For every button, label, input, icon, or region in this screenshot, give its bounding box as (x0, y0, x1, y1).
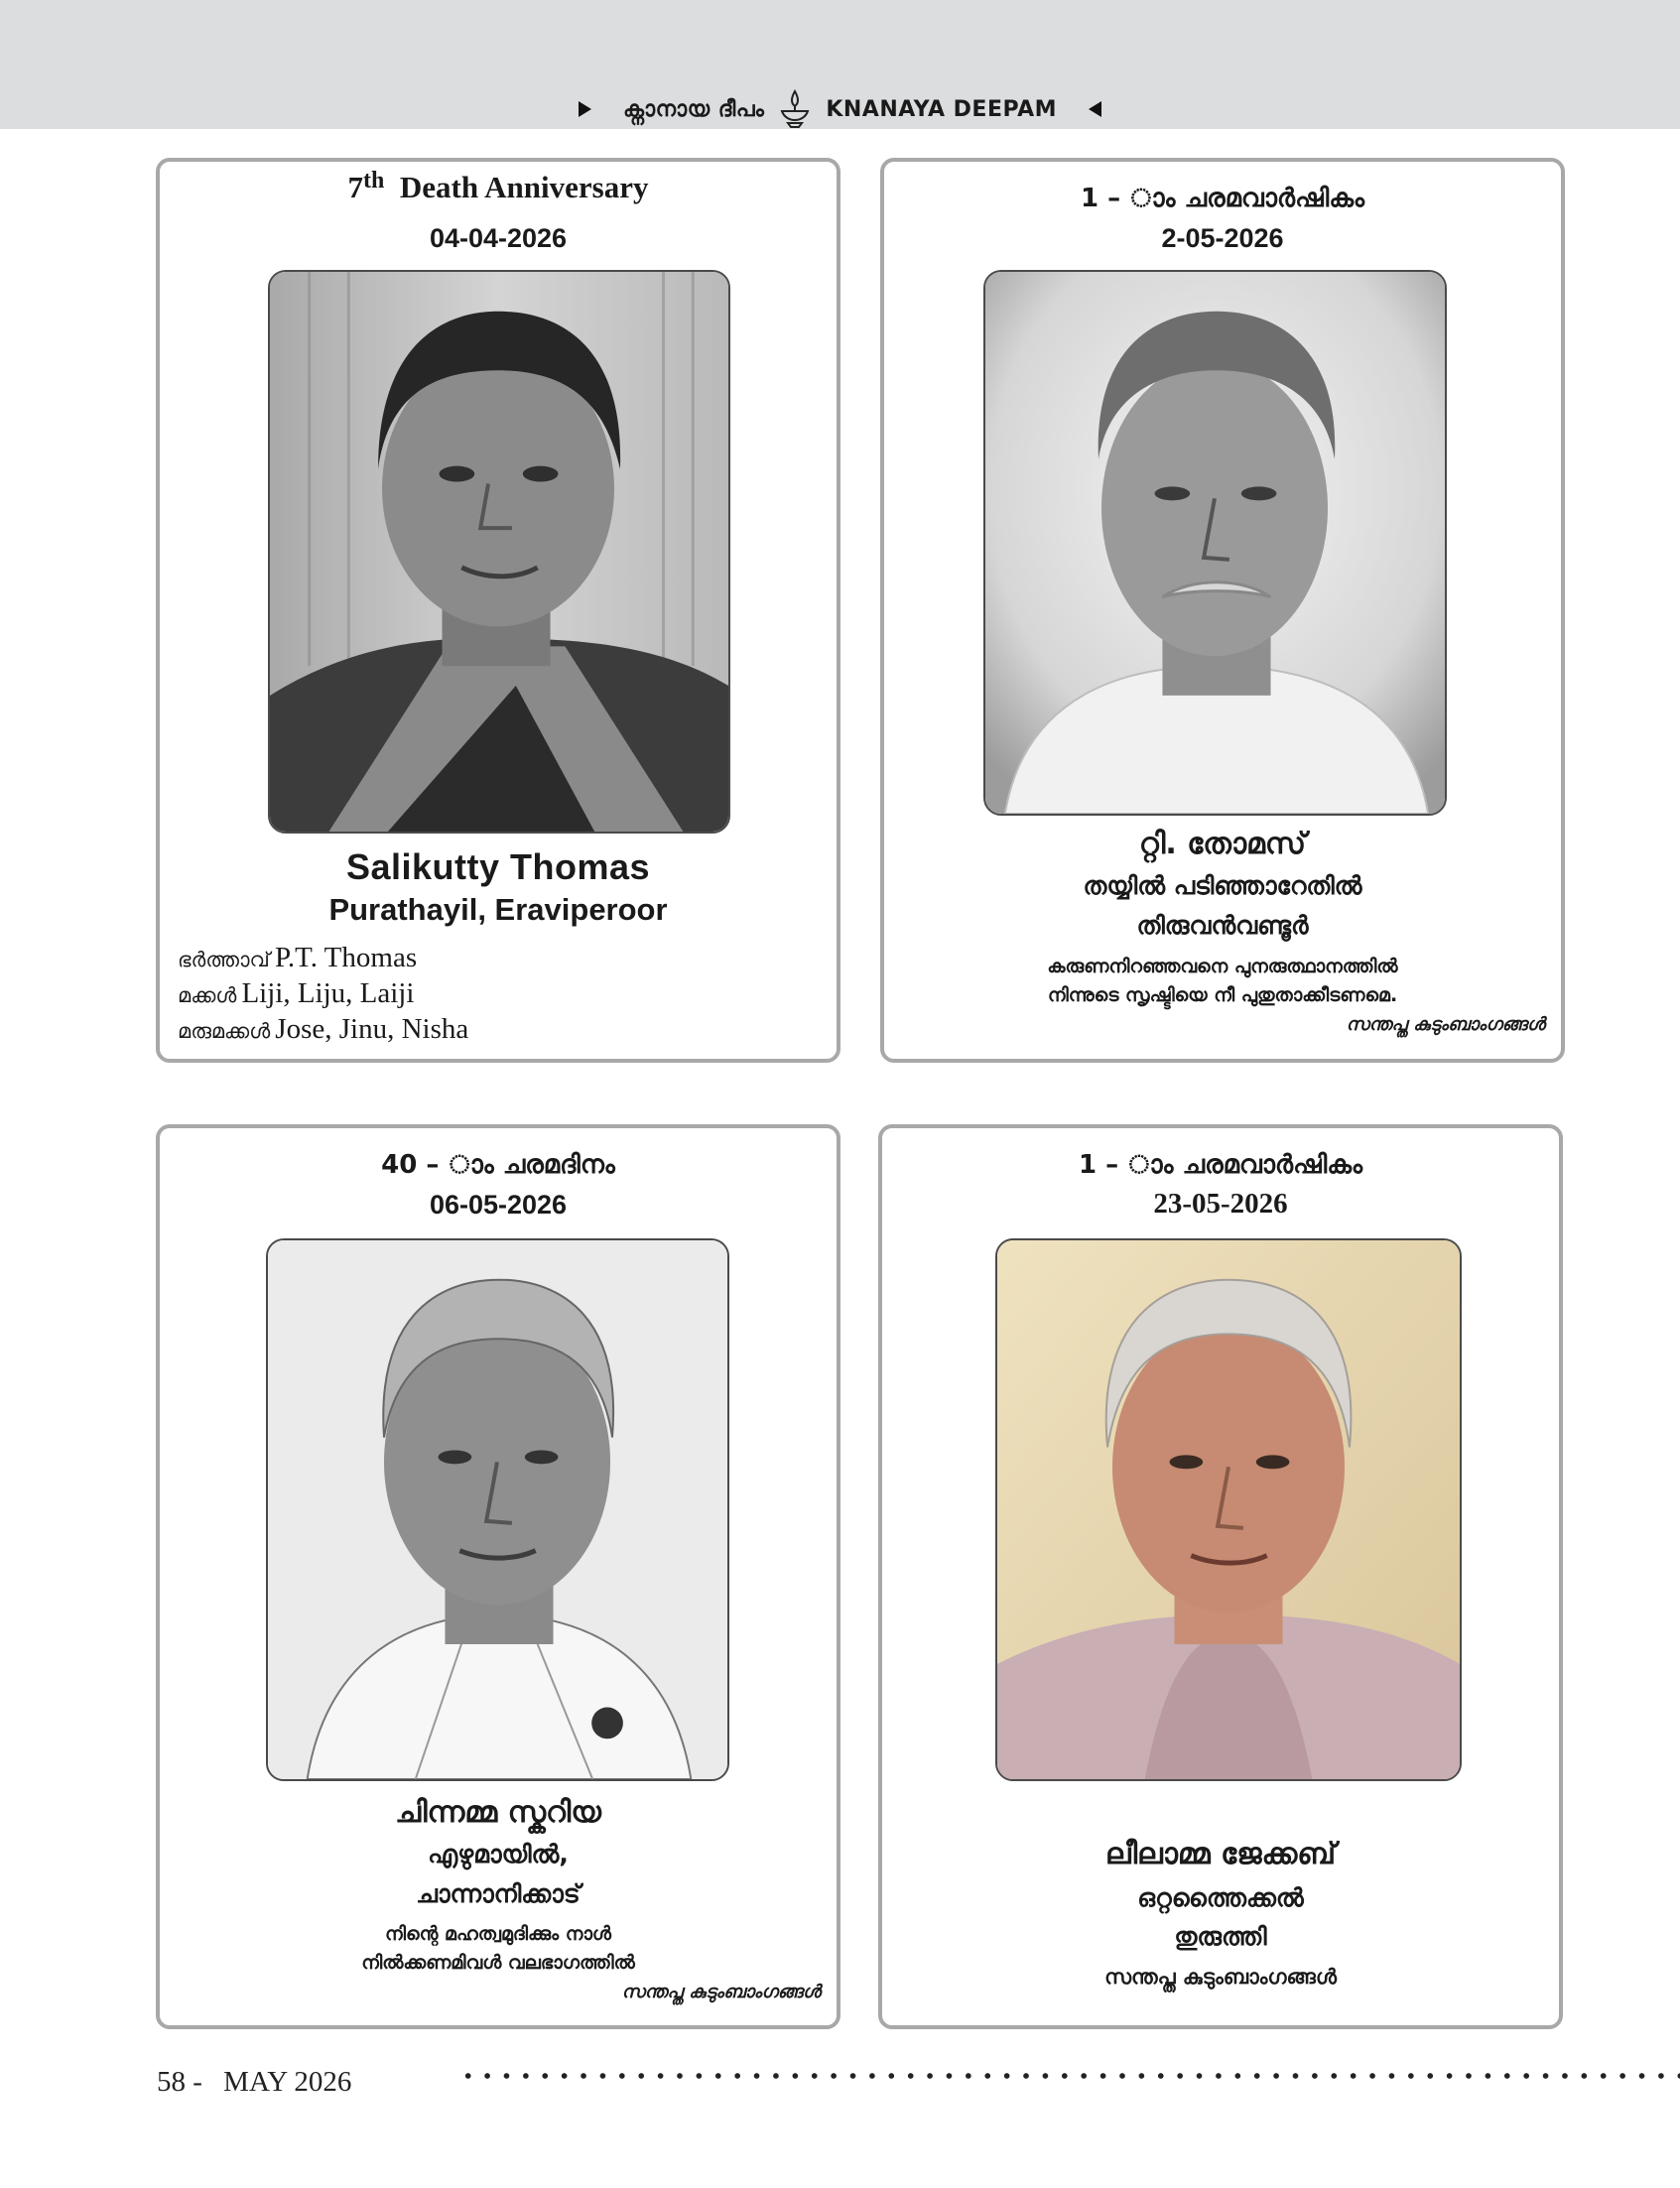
triangle-left-icon (1089, 101, 1101, 117)
relation-value: Jose, Jinu, Nisha (275, 1013, 469, 1045)
anniversary-date: 2-05-2026 (1161, 223, 1284, 253)
memorial-card-leelamma (878, 1124, 1563, 2029)
portrait-photo (266, 1238, 729, 1781)
running-title (0, 89, 1680, 129)
oil-lamp-icon (778, 89, 812, 129)
deceased-name: Salikutty Thomas (345, 846, 651, 887)
place-name: തിരുവൻവണ്ടൂർ (1136, 911, 1309, 940)
title-english: KNANAYA DEEPAM (826, 96, 1057, 122)
relation-in-laws (178, 1013, 468, 1049)
anniversary-date: 23-05-2026 (1153, 1188, 1288, 1220)
title-malayalam: ക്നാനായ ദീപം (622, 96, 765, 122)
relation-value: Liji, Liju, Laiji (241, 977, 415, 1009)
portrait-photo (983, 270, 1447, 816)
memorial-card-thomas (880, 158, 1565, 1063)
heading-text: Death Anniversary (399, 170, 649, 204)
ordinal-number: 7 (347, 170, 364, 204)
memorial-card-chinnamma (156, 1124, 840, 2029)
deceased-name: റ്റി. തോമസ് (1138, 827, 1307, 861)
issue-date: MAY 2026 (223, 2066, 352, 2098)
relation-label: ഭർത്താവ് (178, 948, 270, 971)
relation-value: P.T. Thomas (274, 942, 418, 973)
family-signature: സന്തപ്ത കുടുംബാംഗങ്ങൾ (1346, 1014, 1545, 1035)
relation-label: മക്കൾ (178, 983, 237, 1007)
verse-line-2: നിൽക്കണമിവൾ വലഭാഗത്തിൽ (361, 1952, 635, 1974)
relation-spouse (178, 942, 468, 977)
relation-children (178, 977, 468, 1013)
triangle-right-icon (579, 101, 591, 117)
ordinal-suffix: th (363, 168, 385, 193)
family-signature: സന്തപ്ത കുടുംബാംഗങ്ങൾ (621, 1982, 821, 2002)
dotted-rule (458, 2070, 1680, 2082)
deceased-name: ചിന്നമ്മ സ്കറിയ (395, 1795, 601, 1830)
portrait-photo (995, 1238, 1462, 1781)
place-name: തുരുത്തി (1174, 1922, 1267, 1951)
anniversary-heading: 40 – ാം ചരമദിനം (381, 1150, 615, 1180)
house-name: എഴുമായിൽ, (428, 1840, 569, 1868)
verse-line-1: നിന്റെ മഹത്വമുദിക്കും നാൾ (384, 1923, 612, 1945)
page-number: 58 - (157, 2066, 202, 2098)
portrait-photo (268, 270, 730, 834)
anniversary-date: 04-04-2026 (429, 223, 568, 253)
verse-line-1: കരുണനിറഞ്ഞവനെ പുനരുത്ഥാനത്തിൽ (1047, 956, 1398, 977)
relations-list (178, 942, 468, 1049)
family-signature: സന്തപ്ത കുടുംബാംഗങ്ങൾ (1104, 1965, 1337, 1989)
verse-line-2: നിന്നുടെ സൃഷ്ടിയെ നീ പുതുതാക്കീടണമെ. (1047, 984, 1398, 1006)
page-footer (157, 2066, 365, 2099)
place-name: ചാന്നാനിക്കാട് (416, 1879, 581, 1908)
house-name: തയ്യിൽ പടിഞ്ഞാറേതിൽ (1083, 871, 1362, 900)
deceased-name: ലീലാമ്മ ജേക്കബ് (1104, 1837, 1337, 1871)
house-name: ഒറ്റത്തൈക്കൽ (1137, 1883, 1304, 1912)
anniversary-heading: 1 – ാം ചരമവാർഷികം (1079, 1150, 1362, 1180)
anniversary-heading (160, 168, 837, 205)
relation-label: മരുമക്കൾ (178, 1019, 271, 1043)
anniversary-heading: 1 – ാം ചരമവാർഷികം (1081, 184, 1364, 213)
memorial-card-salikutty (156, 158, 840, 1063)
house-name: Purathayil, Eraviperoor (328, 892, 668, 927)
page-header (0, 0, 1680, 129)
anniversary-date: 06-05-2026 (429, 1190, 568, 1220)
